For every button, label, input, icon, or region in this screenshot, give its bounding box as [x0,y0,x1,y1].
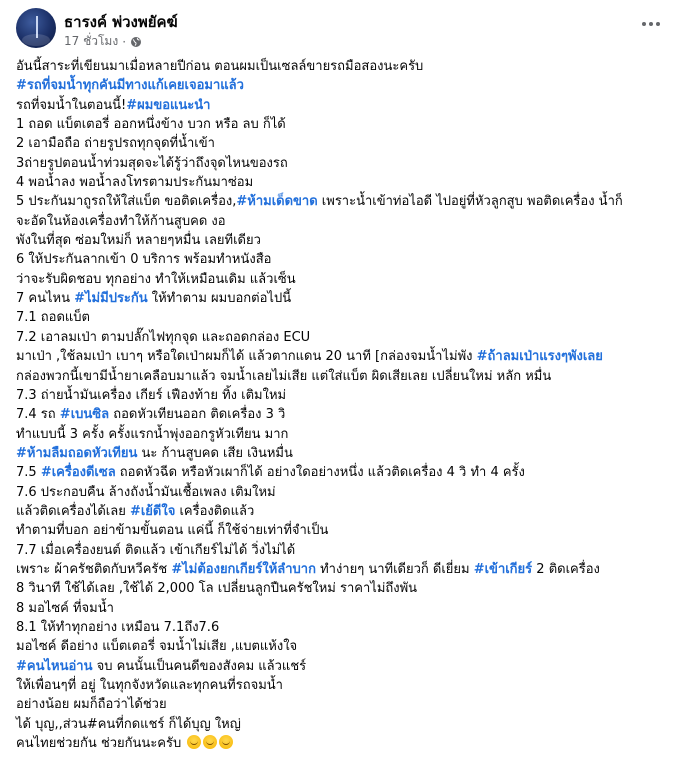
more-options-button[interactable] [635,12,667,36]
post-text: 7.6 ประกอบคืน ล้างถังน้ำมันเชื้อเพลง เติมใหม่ [16,484,276,500]
avatar[interactable] [16,8,56,48]
post-line [16,115,672,134]
smiling-face-emoji-icon [187,735,201,749]
hashtag-link[interactable]: #รถที่จมน้ำทุกคันมีทางแก้เคยเจอมาแล้ว [16,78,244,94]
post-line [16,483,672,502]
post-line [16,192,672,211]
post-line [16,270,672,289]
post-line [16,502,672,521]
post-line [16,599,672,618]
smiling-face-emoji-icon [219,735,233,749]
post-text: เพราะ ผ้าครัชติดกับหวีครัช [16,561,172,577]
post-line [16,367,672,386]
post-line [16,657,672,676]
post-text: 1 ถอด แบ็ตเตอรี่ ออกหนึ่งข้าง บวก หรือ ลบ ก็ได้ [16,117,286,133]
post-text: 6 ให้ประกันลากเข้า 0 บริการ พร้อมทำหนังสือ [16,252,272,268]
hashtag-link[interactable]: #ถ้าลมเป่าแรงๆพังเลย [476,349,603,365]
hashtag-link[interactable]: #ไม่มีประกัน [74,291,148,307]
hashtag-link[interactable]: #เย้ดีใจ [129,503,176,519]
post-text: 7.5 [16,465,41,481]
post-text: 2 เอามือถือ ถ่ายรูปรถทุกจุดที่น้ำเข้า [16,136,215,152]
post-text: 4 พอน้ำลง พอน้ำลงโทรตามประกันมาซ่อม [16,175,254,191]
post-text: มาเป่า ,ใช้ลมเป่า เบาๆ หรือใดเป่าผมก็ได้ แล้วตากแดน 20 นาที [กล่องจมน้ำไม่พัง [16,349,477,365]
post-line [16,328,672,347]
post-meta [64,32,142,51]
post-text: 7.2 เอาลมเป่า ตามปลั๊กไฟทุกจุด และถอดกล่อง ECU [16,329,311,345]
post-text: 3ถ่ายรูปตอนน้ำท่วมสุดจะได้รู้ว่าถึงจุดไหนของรถ [16,155,288,171]
post-text: 2 ติดเครื่อง [532,561,600,577]
post-time[interactable]: 17 ชั่วโมง [64,34,119,48]
post-line [16,96,672,115]
globe-icon [130,36,142,48]
post-line [16,173,672,192]
post-text: เครื่องติดแล้ว [175,503,255,519]
post-line [16,386,672,405]
smiling-face-emoji-icon [203,735,217,749]
hashtag-link[interactable]: #คนไหนอ่าน [16,658,93,674]
author-name[interactable]: ธารงค์ พ่วงพยัคฆ์ [64,13,178,31]
post-text: จะอัดในห้องเครื่องทำให้ก้านสูบคด งอ [16,213,226,229]
post-text: 8.1 ให้ทำทุกอย่าง เหมือน 7.1ถึง7.6 [16,619,220,635]
post-line [16,715,672,734]
post-line [16,308,672,327]
post-text: รถที่จมน้ำในตอนนี้! [16,97,127,113]
post-text: จบ คนนั้นเป็นคนดีของสังคม แล้วแชร์ [92,658,307,674]
post-body [16,57,672,753]
post-line [16,444,672,463]
post-text: นะ ก้านสูบคด เสีย เงินหมื่น [137,445,293,461]
post-text: ให้เพื่อนๆที่ อยู่ ในทุกจังหวัดและทุกคนที่รถจมน้ำ [16,678,283,693]
post-line [16,212,672,231]
hashtag-link[interactable]: #ผมขอแนะนำ [126,97,211,113]
post-line [16,695,672,714]
hashtag-link[interactable]: #เครื่องดีเซล [40,465,116,481]
post-text: 7.7 เมื่อเครื่องยนต์ ติดแล้ว เข้าเกียร์ไม่ได้ วิ่งไม่ได้ [16,542,296,558]
hashtag-link[interactable]: #ห้ามเด็ดขาด [236,194,318,210]
post-text: คนไทยช่วยกัน ช่วยกันนะครับ [16,736,186,752]
meta-separator: · [122,34,127,49]
post-line [16,250,672,269]
post-line [16,289,672,308]
post-line [16,134,672,153]
post-line [16,154,672,173]
post-text: ทำแบบนี้ 3 ครั้ง ครั้งแรกน้ำพุ่งออกรูหัวเทียน มาก [16,426,289,442]
post-text: แล้วติดเครื่องได้เลย [16,503,130,519]
hashtag-link[interactable]: #เบนซิล [59,407,110,423]
post-text: 7.3 ถ่ายน้ำมันเครื่อง เกียร์ เฟืองท้าย ทิ้ง เติมใหม่ [16,387,287,403]
post-header [16,8,667,54]
post-text: อย่างน้อย ผมก็ถือว่าได้ช่วย [16,697,167,713]
post-line [16,405,672,424]
post-text: ว่าจะรับผิดชอบ ทุกอย่าง ทำให้เหมือนเดิม แล้วเซ็น [16,271,296,287]
post-text: 7 คนไหน [16,291,75,307]
post-line [16,541,672,560]
post-line [16,57,672,76]
post-text: มอไซค์ ดีอย่าง แบ็ตเตอรี่ จมน้ำไม่เสีย ,แบตแห้งใจ [16,639,298,655]
post-text: ถอดหัวเทียนออก ติดเครื่อง 3 วิ [109,407,286,423]
post-line [16,521,672,540]
post-line [16,347,672,366]
hashtag-link[interactable]: #เข้าเกียร์ [473,561,533,577]
post-text: 8 มอไซค์ ที่จมน้ำ [16,600,114,616]
hashtag-link[interactable]: #ห้ามลืมถอดหัวเทียน [16,445,138,461]
post-line [16,676,672,695]
post-text: 7.1 ถอดแบ็ต [16,310,91,326]
post-line [16,463,672,482]
post-text: เพราะน้ำเข้าท่อไอดี ไปอยู่ที่หัวลูกสูบ พอติดเครื่อง น้ำก็ [317,194,623,210]
post-text: ทำง่ายๆ นาทีเดียวก็ ดีเยี่ยม [315,561,474,577]
post-text: 8 วินาที ใช้ได้เลย ,ใช้ได้ 2,000 โล เปลี่ยนลูกปืนครัชใหม่ ราคาไม่ถึงพัน [16,581,418,597]
more-options-icon [642,22,646,26]
post-line [16,637,672,656]
post-line [16,76,672,95]
post-text: ได้ บุญ,,ส่วน#คนที่กดแชร์ ก็ได้บุญ ใหญ่ [16,716,241,732]
post-line [16,579,672,598]
post-text: อันนี้สาระที่เขียนมาเมื่อหลายปีก่อน ตอนผมเป็นเซลล์ขายรถมือสองนะครับ [16,59,424,74]
hashtag-link[interactable]: #ไม่ต้องยกเกียร์ให้ลำบาก [171,561,316,577]
post-line [16,734,672,753]
post-text: 7.4 รถ [16,407,60,423]
post-text: ทำตามที่บอก อย่าข้ามขั้นตอน แค่นี้ ก็ใช้จ่ายเท่าที่จำเป็น [16,523,329,539]
post-text: กล่องพวกนี้เขามีน้ำยาเคลือบมาแล้ว จมน้ำเลยไม่เสีย แต่ใส่แบ็ต ผิดเสียเลย เปลี่ยนใหม่ หลัก หมื่น [16,368,552,384]
post-text: ถอดหัวฉีด หรือหัวเผาก็ได้ อย่างใดอย่างหนึ่ง แล้วติดเครื่อง 4 วิ ทำ 4 ครั้ง [115,465,525,481]
post-text: 5 ประกันมาถูรถให้ใส่แบ็ต ขอติดเครื่อง, [16,194,237,210]
post-text: พังในที่สุด ซ่อมใหม่ก็ หลายๆหมื่น เลยทีเดียว [16,233,261,249]
post-text: ให้ทำตาม ผมบอกต่อไปนี้ [147,291,292,307]
post-line [16,231,672,250]
post-line [16,425,672,444]
post-line [16,560,672,579]
post-line [16,618,672,637]
